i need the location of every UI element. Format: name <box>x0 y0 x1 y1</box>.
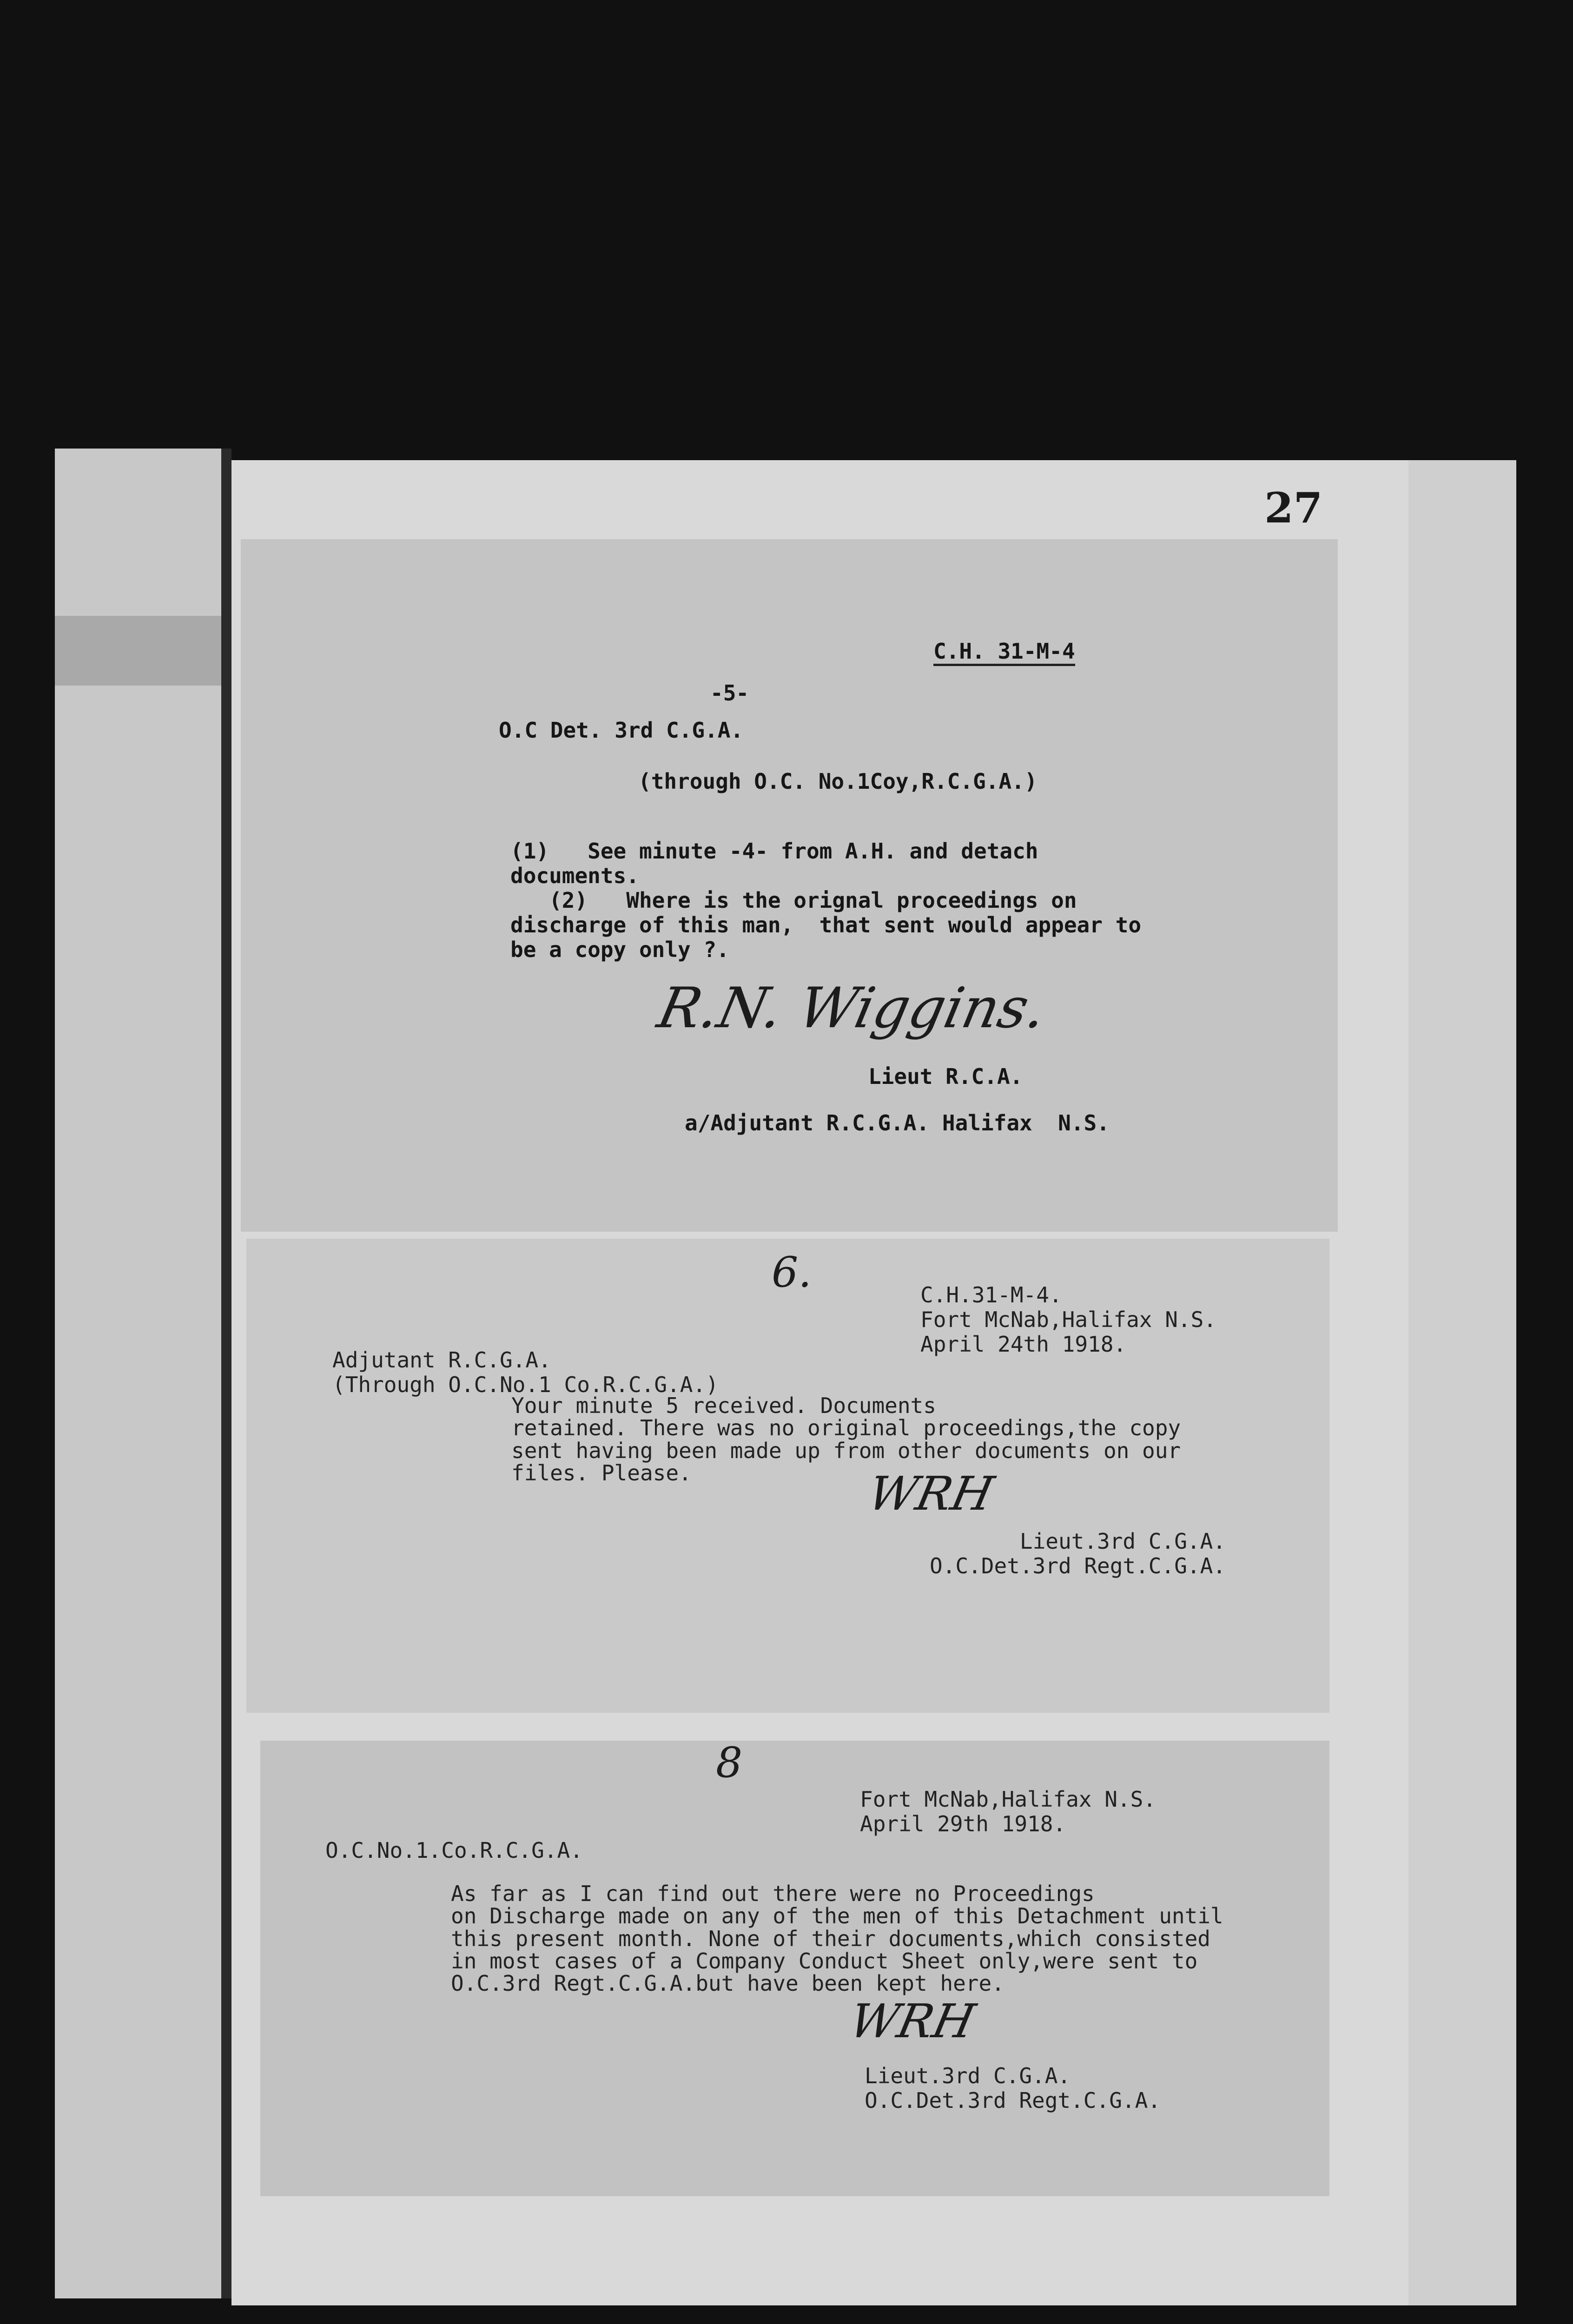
signer-title: a/Adjutant R.C.G.A. Halifax N.S. <box>685 1110 1110 1136</box>
addressee: O.C Det. 3rd C.G.A. <box>499 718 744 743</box>
handwritten-initials: WRH <box>863 1466 998 1521</box>
file-reference: C.H. 31-M-4 <box>933 639 1075 666</box>
minute-body: (1) See minute -4- from A.H. and detach documents. (2) Where is the orignal proceedings on discharge of this man, that sent would appear to be a copy only ?. <box>510 838 1142 962</box>
minute-8-note <box>260 1738 1329 2196</box>
note-header: C.H.31-M-4. Fort McNab,Halifax N.S. April 24th 1918. <box>920 1282 1216 1357</box>
left-page-strip <box>55 449 221 2298</box>
routing-line: (through O.C. No.1Coy,R.C.G.A.) <box>638 769 1038 794</box>
signer-rank: Lieut R.C.A. <box>868 1064 1023 1089</box>
signoff: Lieut.3rd C.G.A. O.C.Det.3rd Regt.C.G.A. <box>930 1529 1226 1578</box>
handwritten-signature: R.N. Wiggins. <box>652 976 1052 1041</box>
minute-5-note <box>241 539 1338 1232</box>
minute-6-note <box>246 1239 1329 1713</box>
handwritten-initials: WRH <box>845 1994 980 2048</box>
binding-spine <box>221 449 231 2298</box>
minute-number: 8 <box>716 1738 743 1787</box>
page-number: 27 <box>1264 483 1323 533</box>
addressee: O.C.No.1.Co.R.C.G.A. <box>325 1838 583 1863</box>
note-header: Fort McNab,Halifax N.S. April 29th 1918. <box>860 1787 1156 1836</box>
right-page-strip <box>1408 460 1516 2305</box>
note-body: As far as I can find out there were no Proceedings on Discharge made on any of the men of this Detachment until this present month. None of their documents,which consisted in most cases of a Company Conduct Sheet only,were sent to O.C.3rd Regt.C.G.A.but have been kept here. <box>451 1881 1223 1996</box>
note-body: Your minute 5 received. Documents retained. There was no original proceedings,the copy sent having been made up from other documents on our files. Please. <box>511 1393 1181 1486</box>
addressee: Adjutant R.C.G.A. (Through O.C.No.1 Co.R.C.G.A.) <box>332 1347 719 1397</box>
left-page-fold <box>55 616 221 686</box>
minute-number: 6. <box>772 1248 812 1297</box>
minute-number: -5- <box>710 680 749 706</box>
signoff: Lieut.3rd C.G.A. O.C.Det.3rd Regt.C.G.A. <box>865 2063 1161 2113</box>
